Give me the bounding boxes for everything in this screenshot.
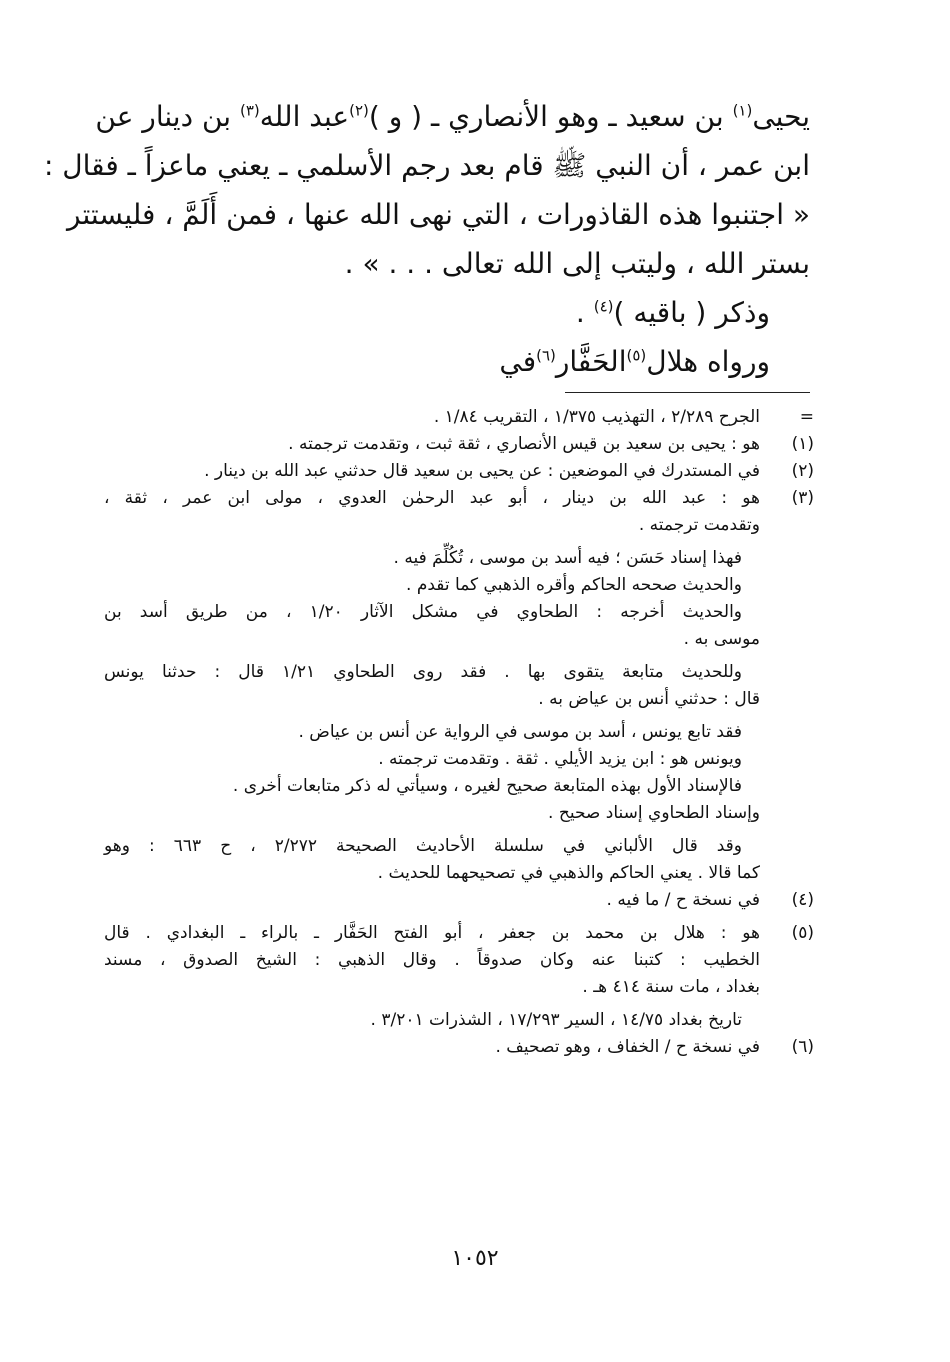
main-text-fragment: وذكر ( باقيه ) — [613, 296, 770, 329]
footnote-line: موسى به . — [683, 629, 760, 649]
footnote-number: (١) — [791, 434, 814, 454]
footnote-line: الخطيب : كتبنا عنه وكان صدوقاً . وقال الذهبي : الشيخ الصدوق ، مسند — [104, 950, 760, 970]
footnote-2 — [104, 458, 814, 485]
main-line-1 — [95, 92, 810, 141]
main-text-fragment: بن سعيد ـ وهو الأنصاري ـ ( و ) — [368, 100, 724, 133]
footnote-3 — [104, 485, 814, 512]
footnote-line: كما قالا . يعني الحاكم والذهبي في تصحيحهما للحديث . — [377, 863, 760, 883]
footnote-number: (٤) — [791, 890, 814, 910]
footnote-text: في نسخة ح / الخفاف ، وهو تصحيف . — [495, 1037, 760, 1057]
footnote-line: تاريخ بغداد ١٤/٧٥ ، السير ١٧/٢٩٣ ، الشذرات ٣/٢٠١ . — [370, 1010, 742, 1030]
main-text-fragment: يحيى — [752, 100, 810, 133]
footnote-line: فالإسناد الأول بهذه المتابعة صحيح لغيره ، وسيأتي له ذكر متابعات أخرى . — [232, 776, 742, 796]
footnote-line: وإسناد الطحاوي إسناد صحيح . — [548, 803, 760, 823]
continuation-marker: = — [799, 407, 814, 427]
main-text — [43, 92, 810, 386]
main-line-6 — [100, 337, 810, 386]
footnote-ref: (٤) — [593, 297, 614, 316]
footnote-text: في المستدرك في الموضعين : عن يحيى بن سعيد قال حدثني عبد الله بن دينار . — [204, 461, 760, 481]
footnote-line: وقد قال الألباني في سلسلة الأحاديث الصحيحة ٢/٢٧٢ ، ح ٦٦٣ : وهو — [104, 836, 743, 856]
footnote-separator — [565, 392, 810, 393]
footnote-number: (٥) — [791, 923, 814, 943]
footnote-line: والحديث صححه الحاكم وأقره الذهبي كما تقدم . — [406, 575, 742, 595]
footnote-ref: (٣) — [239, 101, 260, 120]
footnote-ref: (٥) — [626, 346, 647, 365]
main-text-fragment: في — [499, 345, 537, 378]
main-line-2: ابن عمر ، أن النبي ﷺ قام بعد رجم الأسلمي ـ يعني ماعزاً ـ فقال : — [43, 149, 810, 182]
footnote-text: هو : عبد الله بن دينار ، أبو عبد الرحمٰن العدوي ، مولى ابن عمر ، ثقة ، — [104, 488, 760, 508]
footnote-text: الجرح ٢/٢٨٩ ، التهذيب ١/٣٧٥ ، التقريب ١/٨٤ . — [433, 407, 760, 427]
footnote-number: (٣) — [791, 488, 814, 508]
footnotes — [104, 404, 814, 1061]
footnote-ref: (٦) — [536, 346, 556, 365]
page-number: ١٠٥٢ — [451, 1246, 499, 1271]
footnote-number: (٢) — [791, 461, 814, 481]
main-line-5 — [100, 288, 810, 337]
footnote-text: في نسخة ح / ما فيه . — [606, 890, 760, 910]
main-line-4: بستر الله ، وليتب إلى الله تعالى . . . » . — [344, 247, 810, 280]
footnote-line: ويونس هو : ابن يزيد الأيلي . ثقة . وتقدمت ترجمته . — [378, 749, 742, 769]
footnote-line: قال : حدثني أنس بن عياض به . — [538, 689, 760, 709]
footnote-6 — [104, 1034, 814, 1061]
footnote-number: (٦) — [791, 1037, 814, 1057]
footnote-line: فهذا إسناد حَسَن ؛ فيه أسد بن موسى ، تُكُلِّمَ فيه . — [393, 548, 742, 568]
main-text-fragment: عبد الله — [259, 100, 350, 133]
footnote-4 — [104, 887, 814, 914]
main-text-fragment: ورواه هلال — [646, 345, 770, 378]
main-text-fragment: . — [575, 296, 594, 329]
footnote-line: وتقدمت ترجمته . — [638, 515, 760, 535]
footnote-ref: (٢) — [349, 101, 369, 120]
footnote-text: هو : هلال بن محمد بن جعفر ، أبو الفتح الحَفَّار ـ بالراء ـ البغدادي . قال — [104, 923, 760, 943]
footnote-ref: (١) — [732, 101, 753, 120]
footnote-line: فقد تابع يونس ، أسد بن موسى في الرواية عن أنس بن عياض . — [298, 722, 742, 742]
footnote-text: هو : يحيى بن سعيد بن قيس الأنصاري ، ثقة ثبت ، وتقدمت ترجمته . — [288, 434, 760, 454]
footnote-5 — [104, 920, 814, 947]
main-line-3: « اجتنبوا هذه القاذورات ، التي نهى الله عنها ، فمن أَلَمَّ ، فليستتر — [67, 198, 810, 231]
footnote-1 — [104, 431, 814, 458]
footnote-continuation — [104, 404, 814, 431]
main-text-fragment: بن دينار عن — [95, 100, 232, 133]
main-text-fragment: الحَفَّار — [555, 345, 627, 378]
footnote-line: بغداد ، مات سنة ٤١٤ هـ . — [582, 977, 760, 997]
footnote-line: وللحديث متابعة يتقوى بها . فقد روى الطحاوي ١/٢١ قال : حدثنا يونس — [104, 662, 742, 682]
footnote-line: والحديث أخرجه : الطحاوي في مشكل الآثار ١/٢٠ ، من طريق أسد بن — [104, 602, 743, 622]
